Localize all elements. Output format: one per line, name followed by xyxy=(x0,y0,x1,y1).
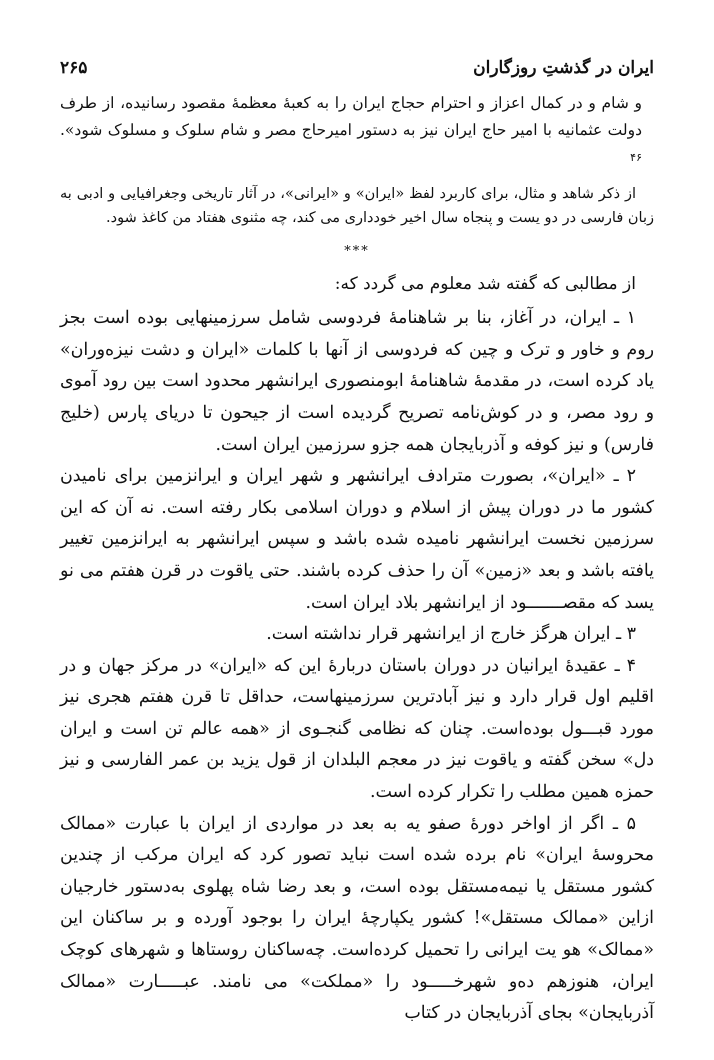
list-item-1: ۱ ـ ایران، در آغاز، بنا بر شاهنامهٔ فردوسی شامل سرزمینهایی بوده است بجز روم و خاور و ترک و چین که فردوسی از آنها با کلمات «ایران و دشت نیزه‌وران» یاد کرده است، در مقدمهٔ شاهنامهٔ ابومنصوری ایرانشهر محدود است بین رود آموی و رود مصر، و در کوش‌نامه تصریح گردیده است از جیحون تا دریای پارس (خلیج فارس) و نیز کوفه و آذربایجان همه جزو سرزمین ایران است. xyxy=(60,308,654,455)
page-body xyxy=(60,90,654,1030)
list-item-3: ۳ ـ ایران هرگز خارج از ایرانشهر قرار نداشته است. xyxy=(266,624,636,645)
footnote-marker: ۴۶ xyxy=(630,151,642,164)
list-item-5: ۵ ـ اگر از اواخر دورهٔ صفو یه به بعد در مواردی از ایران با عبارت «ممالک محروسهٔ ایران» نام برده شده است نباید تصور کرد که ایران مرکب از چندین کشور مستقل یا نیمه‌مستقل بوده است، و بعد رضا شاه پهلوی به‌دستور خارجیان ازاین «ممالک مستقل»! کشور یکپارچهٔ ایران را بوجود آورده و بر ساکنان این «ممالک» هو یت ایرانی را تحمیل کرده‌است. چه‌ساکنان روستاها و شهرهای کوچک ایران، هنوزهم ده‌و شهرخـــــود را «مملکت» می نامند. عبـــــارت «ممالک آذربایجان» بجای آذربایجان در کتاب xyxy=(60,813,654,1024)
quotation-text: و شام و در کمال اعزاز و احترام حجاج ایران را به کعبهٔ معظمهٔ مقصود رسانیده، از طرف دولت عثمانیه با امیر حاج ایران نیز به دستور امیرحاج مصر و شام سلوک و مسلوک شود». xyxy=(60,94,642,139)
list-item-4: ۴ ـ عقیدهٔ ایرانیان در دوران باستان دربارهٔ این که «ایران» در مرکز جهان و در اقلیم اول قرار دارد و نیز آبادترین سرزمینهاست، حداقل تا قرن هفتم هجری نیز مورد قبـــول بوده‌است. چنان که نظامی گنجـوی از «همه عالم تن است و ایران دل» سخن گفته و یاقوت نیز در معجم البلدان از قول یزید بن عمر الفارسی و نیز حمزه همین مطلب را تکرار کرده است. xyxy=(60,655,654,803)
quotation xyxy=(60,90,654,176)
running-title: ایران در گذشتِ روزگاران xyxy=(473,58,654,78)
list-item-2: ۲ ـ «ایران»، بصورت مترادف ایرانشهر و شهر ایران و ایرانزمین برای نامیدن کشور ما در دوران پیش از اسلام و دوران اسلامی بکار رفته است. نه آن که این سرزمین نخست ایرانشهر نامیده شده باشد و سپس ایرانشهر به ایرانزمین تغییر یافته باشد و بعد «زمین» آن را حذف کرده باشند. حتی یاقوت در قرن هفتم می نو یسد که مقصـــــــود از ایرانشهر بلاد ایران است. xyxy=(60,466,654,613)
paragraph: از ذکر شاهد و مثال، برای کاربرد لفظ «ایران» و «ایرانی»، در آثار تاریخی وجغرافیایی و ادبی به زبان فارسی در دو یست و پنجاه سال اخیر خودداری می کند، چه مثنوی هفتاد من کاغذ شود. xyxy=(60,186,654,227)
intro-paragraph: از مطالبی که گفته شد معلوم می گردد که: xyxy=(334,274,636,295)
page-number: ۲۶۵ xyxy=(60,58,88,78)
page-header xyxy=(60,58,654,88)
section-separator: *** xyxy=(344,244,370,260)
